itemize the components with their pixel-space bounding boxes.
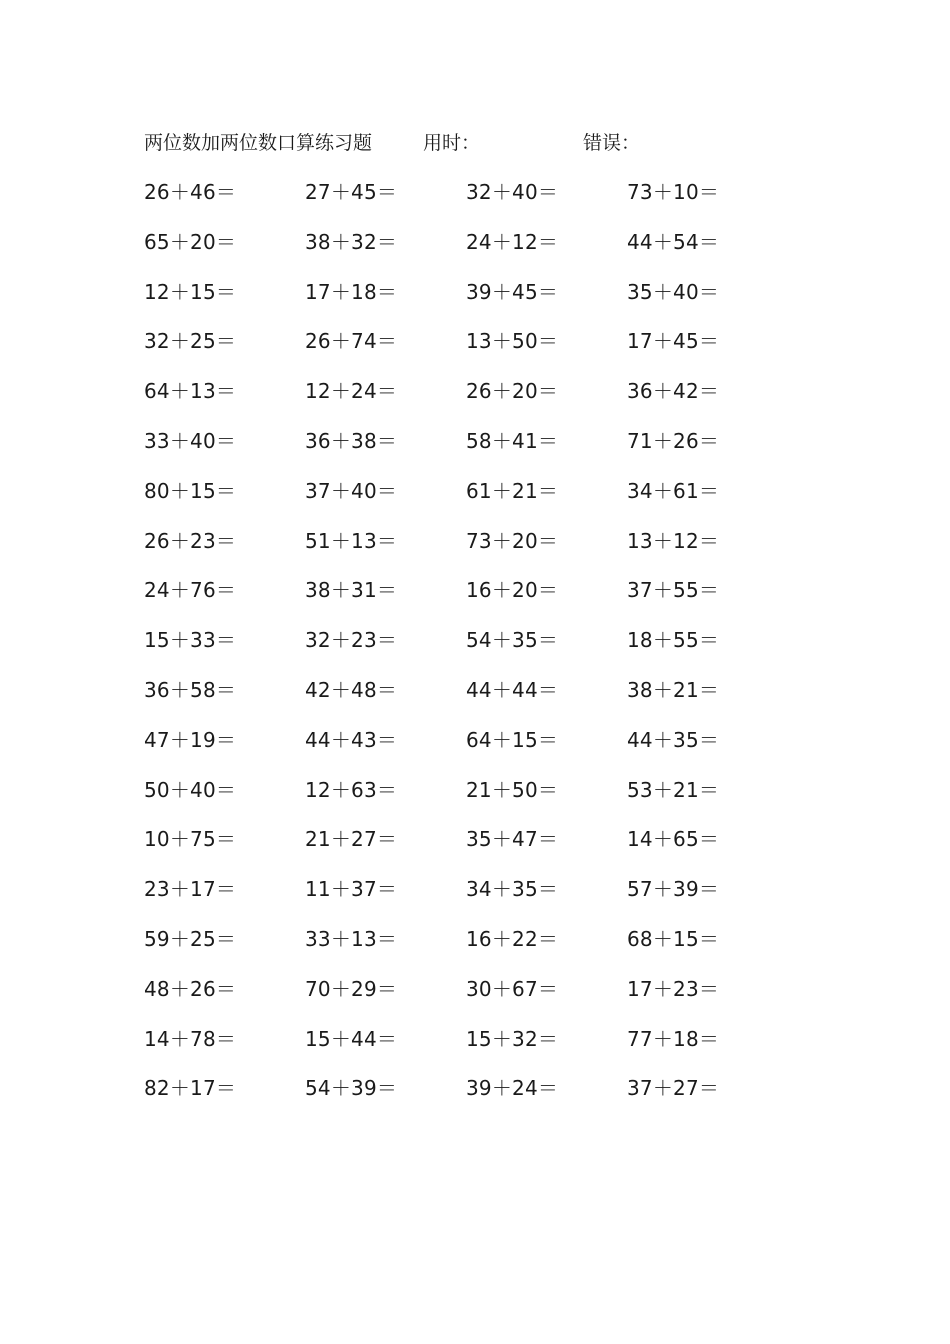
problem-item: 71＋26＝	[627, 428, 720, 453]
problem-item: 21＋50＝	[466, 777, 559, 802]
problem-item: 11＋37＝	[305, 877, 398, 902]
problem-row	[0, 873, 950, 923]
problem-item: 44＋43＝	[305, 727, 398, 752]
problem-item: 12＋63＝	[305, 777, 398, 802]
problem-item: 26＋74＝	[305, 329, 398, 354]
problem-item: 35＋40＝	[627, 279, 720, 304]
problem-row	[0, 375, 950, 425]
problem-item: 14＋78＝	[144, 1026, 237, 1051]
problem-item: 10＋75＝	[144, 827, 237, 852]
problem-item: 73＋10＝	[627, 180, 720, 204]
problem-row	[0, 574, 950, 624]
problem-item: 24＋12＝	[466, 229, 559, 254]
problem-item: 15＋33＝	[144, 628, 237, 653]
problem-item: 16＋20＝	[466, 578, 559, 603]
problem-item: 50＋40＝	[144, 777, 237, 802]
problem-row	[0, 325, 950, 375]
problem-item: 37＋27＝	[627, 1076, 720, 1101]
problem-item: 15＋44＝	[305, 1026, 398, 1051]
problem-item: 12＋15＝	[144, 279, 237, 304]
problem-item: 14＋65＝	[627, 827, 720, 852]
problem-item: 77＋18＝	[627, 1026, 720, 1051]
problem-item: 23＋17＝	[144, 877, 237, 902]
problem-item: 44＋54＝	[627, 229, 720, 254]
problem-item: 32＋23＝	[305, 628, 398, 653]
problem-row	[0, 674, 950, 724]
problem-row	[0, 425, 950, 475]
problem-item: 17＋18＝	[305, 279, 398, 304]
problem-item: 13＋12＝	[627, 528, 720, 553]
problem-item: 38＋31＝	[305, 578, 398, 603]
problem-item: 61＋21＝	[466, 478, 559, 503]
problem-item: 17＋23＝	[627, 976, 720, 1001]
problem-item: 64＋15＝	[466, 727, 559, 752]
problem-item: 36＋42＝	[627, 379, 720, 404]
problem-item: 64＋13＝	[144, 379, 237, 404]
problem-item: 80＋15＝	[144, 478, 237, 503]
problem-item: 54＋39＝	[305, 1076, 398, 1101]
problem-item: 12＋24＝	[305, 379, 398, 404]
problem-item: 44＋35＝	[627, 727, 720, 752]
problem-row	[0, 1072, 950, 1122]
problem-item: 38＋21＝	[627, 677, 720, 702]
problem-item: 17＋45＝	[627, 329, 720, 354]
problem-item: 26＋46＝	[144, 180, 237, 204]
problem-item: 44＋44＝	[466, 677, 559, 702]
problem-item: 37＋40＝	[305, 478, 398, 503]
worksheet-header	[0, 128, 950, 158]
problem-item: 57＋39＝	[627, 877, 720, 902]
problem-item: 37＋55＝	[627, 578, 720, 603]
problem-item: 53＋21＝	[627, 777, 720, 802]
problem-item: 39＋24＝	[466, 1076, 559, 1101]
problem-item: 34＋35＝	[466, 877, 559, 902]
problem-item: 54＋35＝	[466, 628, 559, 653]
problem-item: 36＋38＝	[305, 428, 398, 453]
problem-item: 26＋23＝	[144, 528, 237, 553]
problem-item: 33＋13＝	[305, 926, 398, 951]
problem-item: 16＋22＝	[466, 926, 559, 951]
problem-item: 48＋26＝	[144, 976, 237, 1001]
problem-row	[0, 226, 950, 276]
worksheet-title: 两位数加两位数口算练习题	[144, 132, 373, 154]
error-label: 错误：	[583, 132, 641, 154]
problem-item: 42＋48＝	[305, 677, 398, 702]
problem-item: 70＋29＝	[305, 976, 398, 1001]
problem-item: 36＋58＝	[144, 677, 237, 702]
problem-item: 59＋25＝	[144, 926, 237, 951]
problem-item: 73＋20＝	[466, 528, 559, 553]
problem-item: 26＋20＝	[466, 379, 559, 404]
problem-item: 34＋61＝	[627, 478, 720, 503]
problem-row	[0, 176, 950, 226]
time-label: 用时：	[423, 132, 481, 154]
problem-item: 32＋25＝	[144, 329, 237, 354]
problem-item: 21＋27＝	[305, 827, 398, 852]
problem-row	[0, 525, 950, 575]
problem-item: 51＋13＝	[305, 528, 398, 553]
problem-row	[0, 724, 950, 774]
problem-item: 58＋41＝	[466, 428, 559, 453]
problem-item: 13＋50＝	[466, 329, 559, 354]
problem-row	[0, 475, 950, 525]
problem-item: 39＋45＝	[466, 279, 559, 304]
problem-item: 33＋40＝	[144, 428, 237, 453]
problem-row	[0, 1023, 950, 1073]
problem-item: 15＋32＝	[466, 1026, 559, 1051]
problem-item: 24＋76＝	[144, 578, 237, 603]
problem-row	[0, 276, 950, 326]
problem-row	[0, 624, 950, 674]
problem-item: 38＋32＝	[305, 229, 398, 254]
problem-row	[0, 923, 950, 973]
problem-grid	[0, 176, 950, 1122]
problem-row	[0, 973, 950, 1023]
problem-item: 65＋20＝	[144, 229, 237, 254]
problem-item: 30＋67＝	[466, 976, 559, 1001]
problem-item: 82＋17＝	[144, 1076, 237, 1101]
problem-item: 68＋15＝	[627, 926, 720, 951]
problem-row	[0, 823, 950, 873]
problem-item: 27＋45＝	[305, 180, 398, 204]
problem-item: 18＋55＝	[627, 628, 720, 653]
problem-item: 32＋40＝	[466, 180, 559, 204]
problem-item: 47＋19＝	[144, 727, 237, 752]
problem-row	[0, 774, 950, 824]
problem-item: 35＋47＝	[466, 827, 559, 852]
